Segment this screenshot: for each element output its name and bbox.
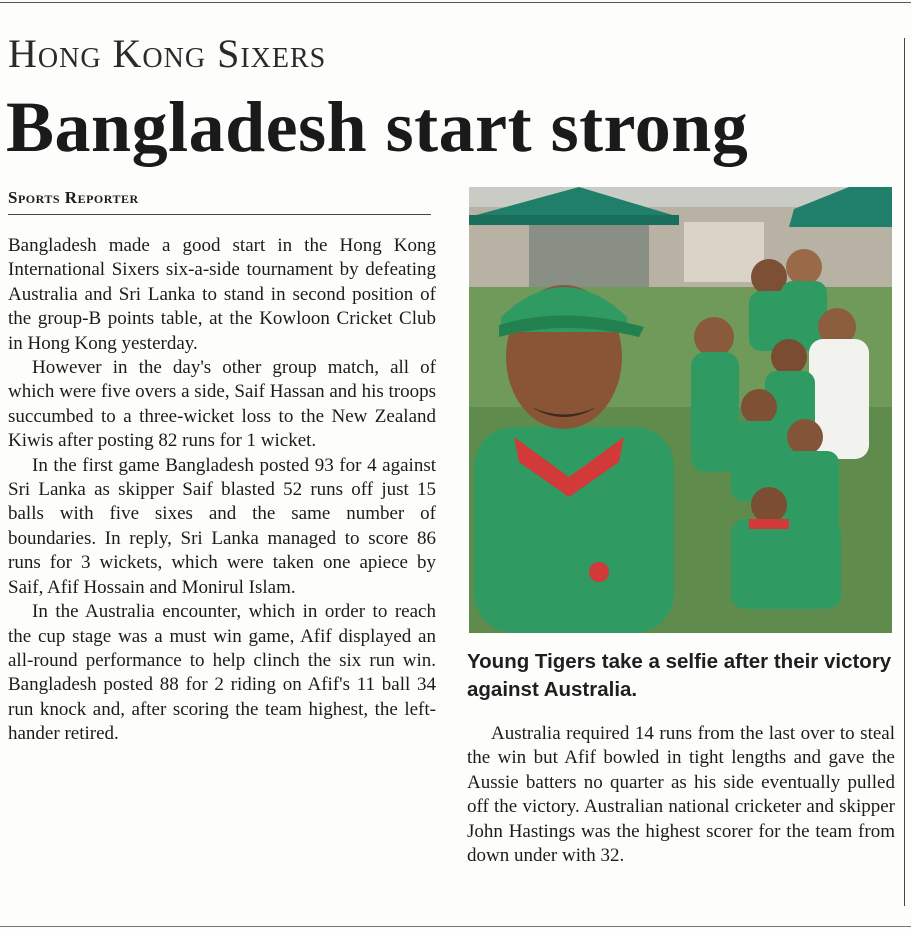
- article-body-right: [467, 722, 895, 868]
- column-rule: [904, 38, 905, 906]
- byline: Sports Reporter: [8, 188, 431, 215]
- team-selfie-photo: [469, 187, 892, 633]
- bottom-rule: [0, 926, 911, 927]
- top-rule: [0, 2, 911, 3]
- section-kicker: Hong Kong Sixers: [8, 31, 327, 76]
- paragraph: In the first game Bangladesh posted 93 for 4 against Sri Lanka as skipper Saif blasted 52 runs off just 15 balls with five sixes and the same number of boundaries. In reply, Sri Lanka managed to score 86 runs for 3 wickets, which were taken one apiece by Saif, Afif Hossain and Monirul Islam.: [8, 454, 436, 598]
- paragraph: Australia required 14 runs from the last over to steal the win but Afif bowled in tight lengths and gave the Aussie batters no quarter as his side eventually pulled off the victory. Australian national cricketer and skipper John Hastings was the highest scorer for the team from down under with 32.: [467, 723, 895, 867]
- photo-caption: Young Tigers take a selfie after their victory against Australia.: [467, 650, 892, 701]
- article-headline: Bangladesh start strong: [6, 87, 749, 167]
- paragraph: In the Australia encounter, which in order to reach the cup stage was a must win game, Afif displayed an all-round performance to help clinch the six run win. Bangladesh posted 88 for 2 riding on Afif's 11 ball 34 run knock and, after scoring the team highest, the left-hander retired.: [8, 601, 436, 745]
- paragraph: However in the day's other group match, all of which were five overs a side, Saif Hassan and his troops succumbed to a three-wicket loss to the New Zealand Kiwis after posting 82 runs for 1 wicket.: [8, 357, 436, 452]
- article-body-left: [8, 234, 436, 747]
- paragraph: Bangladesh made a good start in the Hong Kong International Sixers six-a-side tournament by defeating Australia and Sri Lanka to stand in second position of the group-B points table, at the Kowloon Cricket Club in Hong Kong yesterday.: [8, 235, 436, 354]
